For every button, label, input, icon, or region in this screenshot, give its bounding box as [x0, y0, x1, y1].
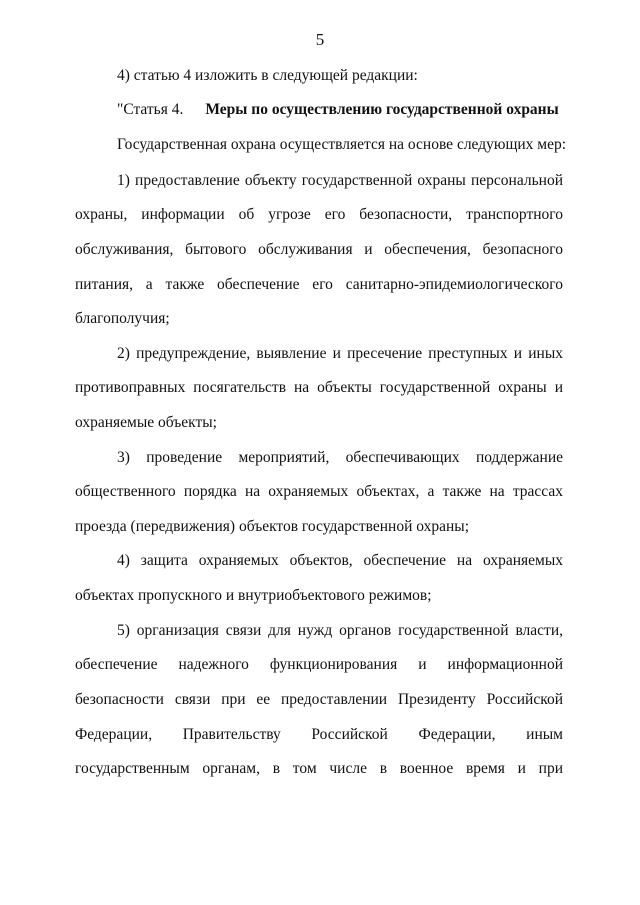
list-item-line: охраняемые объекты; — [75, 414, 217, 431]
list-item-line: благополучия; — [75, 310, 170, 327]
list-item-line: 1) предоставление объекту государственной охраны персональной — [117, 172, 563, 189]
list-item-line: обслуживания, бытового обслуживания и обеспечения, безопасного — [75, 241, 563, 258]
article-heading — [117, 100, 559, 120]
list-item-line: Федерации, Правительству Российской Федерации, иным — [75, 726, 563, 743]
intro-text: 4) статью 4 изложить в следующей редакции: — [117, 67, 418, 84]
list-item-line: 2) предупреждение, выявление и пресечение преступных и иных — [117, 345, 563, 362]
list-item-line: безопасности связи при ее предоставлении Президенту Российской — [75, 691, 563, 708]
page-number: 5 — [315, 30, 325, 49]
list-item-line: 4) защита охраняемых объектов, обеспечение на охраняемых — [117, 552, 563, 569]
list-item-line: питания, а также обеспечение его санитарно-эпидемиологического — [75, 276, 563, 293]
list-item-line: 3) проведение мероприятий, обеспечивающих поддержание — [117, 449, 563, 466]
list-item-line: охраны, информации об угрозе его безопасности, транспортного — [75, 206, 563, 223]
article-title: Меры по осуществлению государственной охраны — [205, 101, 559, 118]
lead-text: Государственная охрана осуществляется на основе следующих мер: — [117, 136, 567, 153]
list-item-line: проезда (передвижения) объектов государственной охраны; — [75, 518, 470, 535]
list-item-line: противоправных посягательств на объекты государственной охраны и — [75, 379, 563, 396]
article-label: "Статья 4. — [117, 101, 184, 118]
list-item-line: общественного порядка на охраняемых объектах, а также на трассах — [75, 483, 563, 500]
list-item-line: 5) организация связи для нужд органов государственной власти, — [117, 622, 563, 639]
list-item-line: объектах пропускного и внутриобъектового режимов; — [75, 587, 432, 604]
list-item-line: обеспечение надежного функционирования и информационной — [75, 656, 563, 673]
list-item-line: государственным органам, в том числе в военное время и при — [75, 760, 563, 777]
